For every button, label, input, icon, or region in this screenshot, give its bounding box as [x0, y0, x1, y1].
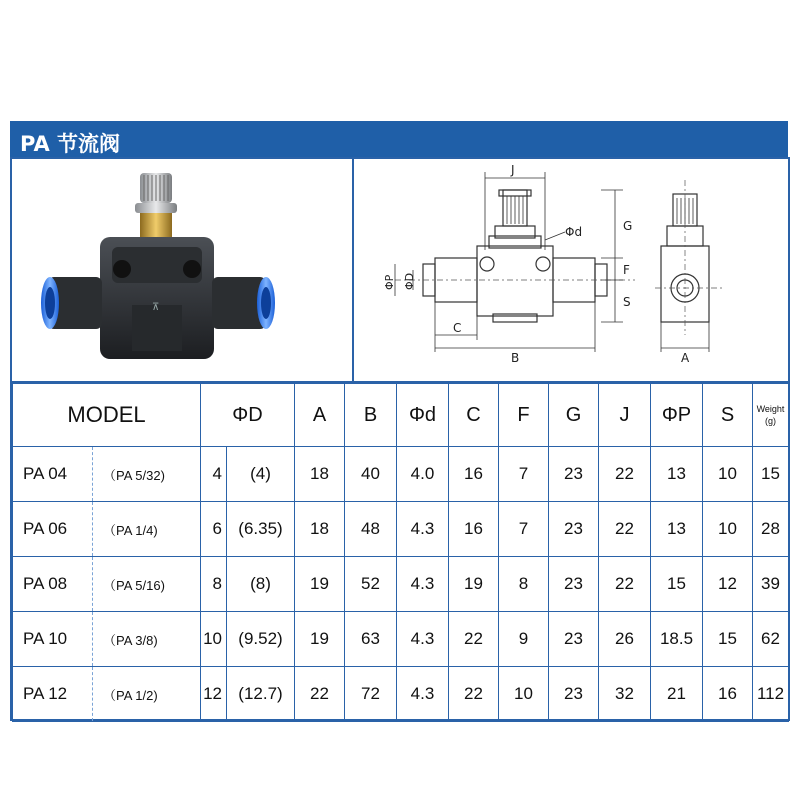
dim-label-dd: ΦD	[403, 272, 416, 290]
d-metric-cell: 6	[201, 502, 227, 557]
table-row	[13, 447, 789, 502]
weight-unit: (g)	[765, 416, 776, 426]
j-cell: 32	[599, 667, 651, 722]
a-cell: 19	[295, 557, 345, 612]
s-cell: 10	[703, 502, 753, 557]
b-cell: 52	[345, 557, 397, 612]
model-cell: PA 04	[13, 447, 93, 502]
model-alt-cell: （PA 1/4)	[93, 502, 201, 557]
header-p: ΦP	[651, 384, 703, 447]
p-cell: 13	[651, 502, 703, 557]
j-cell: 22	[599, 447, 651, 502]
g-cell: 23	[549, 557, 599, 612]
d-metric-cell: 8	[201, 557, 227, 612]
c-cell: 22	[449, 667, 499, 722]
s-cell: 12	[703, 557, 753, 612]
model-cell: PA 10	[13, 612, 93, 667]
g-cell: 23	[549, 667, 599, 722]
header-g: G	[549, 384, 599, 447]
dim-label-a: A	[681, 351, 690, 365]
d-imperial-cell: (8)	[227, 557, 295, 612]
s-cell: 15	[703, 612, 753, 667]
d-imperial-cell: (4)	[227, 447, 295, 502]
table-row	[13, 557, 789, 612]
s-cell: 16	[703, 667, 753, 722]
product-photo	[40, 165, 330, 375]
header-d: ΦD	[201, 384, 295, 447]
b-cell: 40	[345, 447, 397, 502]
header-c: C	[449, 384, 499, 447]
model-alt-cell: （PA 5/16)	[93, 557, 201, 612]
j-cell: 22	[599, 502, 651, 557]
weight-label: Weight	[756, 404, 785, 414]
table-row	[13, 612, 789, 667]
weight-cell: 39	[753, 557, 789, 612]
f-cell: 7	[499, 447, 549, 502]
s-cell: 10	[703, 447, 753, 502]
technical-drawing	[365, 160, 780, 378]
header-bar	[10, 121, 788, 157]
d-imperial-cell: (12.7)	[227, 667, 295, 722]
model-alt-cell: （PA 1/2)	[93, 667, 201, 722]
weight-cell: 62	[753, 612, 789, 667]
d-metric-cell: 4	[201, 447, 227, 502]
b-cell: 48	[345, 502, 397, 557]
b-cell: 63	[345, 612, 397, 667]
a-cell: 18	[295, 502, 345, 557]
table-header-row	[13, 384, 789, 447]
header-b: B	[345, 384, 397, 447]
model-cell: PA 08	[13, 557, 93, 612]
a-cell: 18	[295, 447, 345, 502]
g-cell: 23	[549, 447, 599, 502]
small-d-cell: 4.3	[397, 612, 449, 667]
b-cell: 72	[345, 667, 397, 722]
c-cell: 16	[449, 502, 499, 557]
model-alt-cell: （PA 3/8)	[93, 612, 201, 667]
d-metric-cell: 10	[201, 612, 227, 667]
dim-label-g: G	[623, 219, 633, 233]
f-cell: 8	[499, 557, 549, 612]
j-cell: 26	[599, 612, 651, 667]
dim-label-c: C	[453, 321, 462, 335]
p-cell: 21	[651, 667, 703, 722]
c-cell: 19	[449, 557, 499, 612]
j-cell: 22	[599, 557, 651, 612]
g-cell: 23	[549, 612, 599, 667]
dim-label-b: B	[511, 351, 520, 365]
table-row	[13, 667, 789, 722]
header-f: F	[499, 384, 549, 447]
f-cell: 7	[499, 502, 549, 557]
a-cell: 19	[295, 612, 345, 667]
header-j: J	[599, 384, 651, 447]
dim-label-p: ΦP	[383, 274, 396, 290]
small-d-cell: 4.3	[397, 667, 449, 722]
header-s: S	[703, 384, 753, 447]
p-cell: 18.5	[651, 612, 703, 667]
c-cell: 22	[449, 612, 499, 667]
header-weight	[753, 384, 789, 447]
weight-cell: 28	[753, 502, 789, 557]
f-cell: 9	[499, 612, 549, 667]
a-cell: 22	[295, 667, 345, 722]
weight-cell: 112	[753, 667, 789, 722]
model-alt-cell: （PA 5/32)	[93, 447, 201, 502]
small-d-cell: 4.3	[397, 557, 449, 612]
svg-text:⊼: ⊼	[152, 302, 160, 313]
dim-label-s: S	[623, 295, 631, 309]
dim-label-j: J	[511, 163, 515, 177]
header-model: MODEL	[13, 384, 201, 447]
model-cell: PA 06	[13, 502, 93, 557]
d-imperial-cell: (6.35)	[227, 502, 295, 557]
d-metric-cell: 12	[201, 667, 227, 722]
divider-vertical	[352, 157, 354, 381]
dim-label-d: Φd	[565, 225, 583, 239]
weight-cell: 15	[753, 447, 789, 502]
p-cell: 15	[651, 557, 703, 612]
header-a: A	[295, 384, 345, 447]
c-cell: 16	[449, 447, 499, 502]
f-cell: 10	[499, 667, 549, 722]
page-title: PA 节流阀	[20, 132, 121, 156]
table-row	[13, 502, 789, 557]
p-cell: 13	[651, 447, 703, 502]
g-cell: 23	[549, 502, 599, 557]
spec-table	[12, 383, 789, 722]
model-cell: PA 12	[13, 667, 93, 722]
small-d-cell: 4.0	[397, 447, 449, 502]
small-d-cell: 4.3	[397, 502, 449, 557]
d-imperial-cell: (9.52)	[227, 612, 295, 667]
dim-label-f: F	[623, 263, 630, 277]
header-small-d: Φd	[397, 384, 449, 447]
